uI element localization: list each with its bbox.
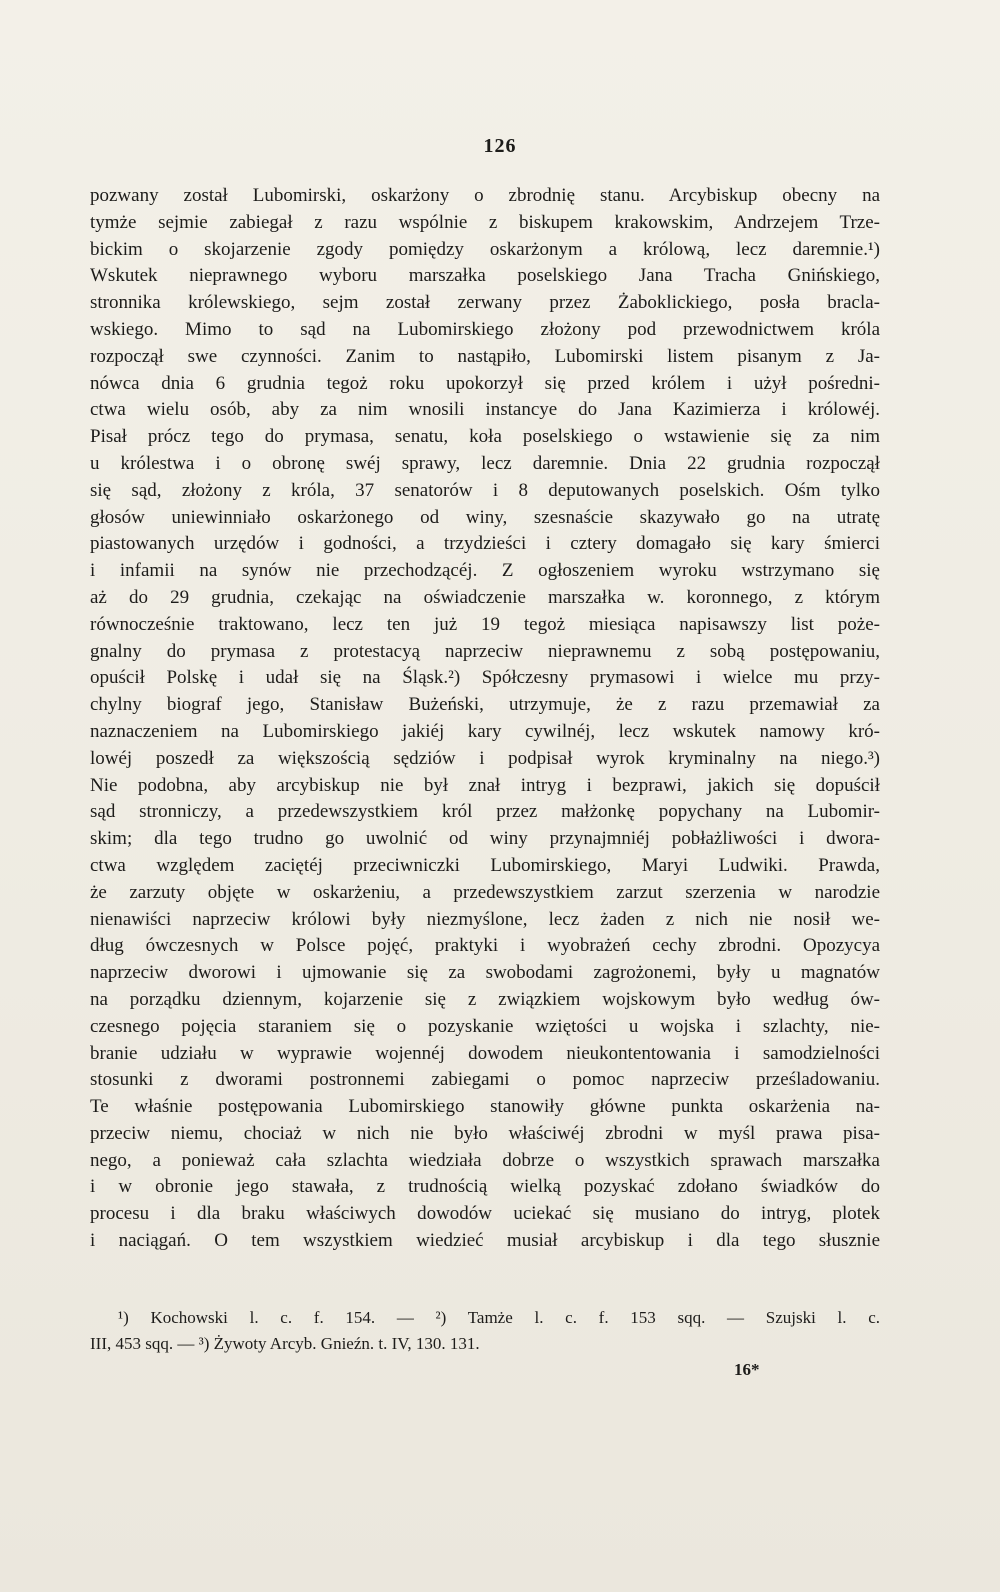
text-line: wskiego. Mimo to sąd na Lubomirskiego złożony pod przewodnictwem króla (90, 318, 880, 340)
text-line: branie udziału w wyprawie wojennéj dowodem nieukontentowania i samodzielności (90, 1042, 880, 1064)
text-line: głosów uniewinniało oskarżonego od winy, szesnaście skazywało go na utratę (90, 506, 880, 528)
text-line: lowéj poszedł za większością sędziów i podpisał wyrok kryminalny na niego.³) (90, 747, 880, 769)
text-line: Wskutek nieprawnego wyboru marszałka poselskiego Jana Tracha Gnińskiego, (90, 265, 880, 287)
text-line: sąd stronniczy, a przedewszystkiem król przez małżonkę popychany na Lubomir- (90, 801, 880, 823)
text-line: przeciw niemu, chociaż w nich nie było właściwéj zbrodni w myśl prawa pisa- (90, 1122, 880, 1144)
text-line: aż do 29 grudnia, czekając na oświadczenie marszałka w. koronnego, z którym (90, 586, 880, 608)
text-line: dług ówczesnych w Polsce pojęć, praktyki i wyobrażeń cechy zbrodni. Opozycya (90, 935, 880, 957)
text-line: Nie podobna, aby arcybiskup nie był znał intryg i bezprawi, jakich się dopuścił (90, 774, 880, 796)
text-line: czesnego pojęcia staraniem się o pozyskanie wziętości u wojska i szlachty, nie- (90, 1015, 880, 1037)
text-line: i infamii na synów nie przechodzącéj. Z ogłoszeniem wyroku wstrzymano się (90, 560, 880, 582)
text-line: stronnika królewskiego, sejm został zerwany przez Żaboklickiego, posła bracla- (90, 292, 880, 314)
text-line: nienawiści naprzeciw królowi były niezmyślone, lecz żaden z nich nie nosił we- (90, 908, 880, 930)
text-line: chylny biograf jego, Stanisław Bużeński, utrzymuje, że z razu przemawiał za (90, 694, 880, 716)
main-text (90, 183, 880, 1255)
footnote-line: ¹) Kochowski l. c. f. 154. — ²) Tamże l. c. f. 153 sqq. — Szujski l. c. (118, 1308, 880, 1327)
text-line: gnalny do prymasa z protestacyą naprzeciw nieprawnemu z sobą postępowaniu, (90, 640, 880, 662)
text-line: równocześnie traktowano, lecz ten już 19 tegoż miesiąca napisawszy list poże- (90, 613, 880, 635)
text-line: bickim o skojarzenie zgody pomiędzy oskarżonym a królową, lecz daremnie.¹) (90, 238, 880, 260)
text-line: nówca dnia 6 grudnia tegoż roku upokorzył się przed królem i użył pośredni- (90, 372, 880, 394)
text-line: tymże sejmie zabiegał z razu wspólnie z biskupem krakowskim, Andrzejem Trze- (90, 211, 880, 233)
text-line: piastowanych urzędów i godności, a trzydzieści i cztery domagało się kary śmierci (90, 533, 880, 555)
text-line: stosunki z dworami postronnemi zabiegami o pomoc naprzeciw prześladowaniu. (90, 1069, 880, 1091)
text-line: ctwa względem zaciętéj przeciwniczki Lubomirskiego, Maryi Ludwiki. Prawda, (90, 854, 880, 876)
page-number: 126 (483, 135, 517, 157)
text-line: i w obronie jego stawała, z trudnością wielką pozyskać zdołano świadków do (90, 1176, 880, 1198)
text-line: naznaczeniem na Lubomirskiego jakiéj kary cywilnéj, lecz wskutek namowy kró- (90, 720, 880, 742)
text-line: skim; dla tego trudno go uwolnić od winy przynajmniéj pobłażliwości i dwora- (90, 828, 880, 850)
text-line: że zarzuty objęte w oskarżeniu, a przedewszystkiem zarzut szerzenia w narodzie (90, 881, 880, 903)
text-line: i naciągań. O tem wszystkiem wiedzieć musiał arcybiskup i dla tego słusznie (90, 1230, 880, 1252)
text-line: ctwa wielu osób, aby za nim wnosili instancye do Jana Kazimierza i królowéj. (90, 399, 880, 421)
text-line: na porządku dziennym, kojarzenie się z związkiem wojskowym było według ów- (90, 988, 880, 1010)
text-line: nego, a ponieważ cała szlachta wiedziała dobrze o wszystkich sprawach marszałka (90, 1149, 880, 1171)
text-line: procesu i dla braku właściwych dowodów uciekać się musiano do intryg, plotek (90, 1203, 880, 1225)
footnote-line: III, 453 sqq. — ³) Żywoty Arcyb. Gnieźn. t. IV, 130. 131. (90, 1334, 480, 1353)
text-line: opuścił Polskę i udał się na Śląsk.²) Spółczesny prymasowi i wielce mu przy- (90, 667, 880, 689)
footnotes (90, 1305, 880, 1357)
text-line: naprzeciw dworowi i ujmowanie się za swobodami zagrożonemi, były u magnatów (90, 962, 880, 984)
text-line: Te właśnie postępowania Lubomirskiego stanowiły główne punkta oskarżenia na- (90, 1096, 880, 1118)
text-line: pozwany został Lubomirski, oskarżony o zbrodnię stanu. Arcybiskup obecny na (90, 185, 880, 206)
printer-signature-mark: 16* (734, 1360, 760, 1379)
text-line: rozpoczął swe czynności. Zanim to nastąpiło, Lubomirski listem pisanym z Ja- (90, 345, 880, 367)
text-line: u królestwa i o obronę swéj sprawy, lecz daremnie. Dnia 22 grudnia rozpoczął (90, 452, 880, 474)
text-line: się sąd, złożony z króla, 37 senatorów i 8 deputowanych poselskich. Ośm tylko (90, 479, 880, 501)
text-line: Pisał prócz tego do prymasa, senatu, koła poselskiego o wstawienie się za nim (90, 426, 880, 448)
